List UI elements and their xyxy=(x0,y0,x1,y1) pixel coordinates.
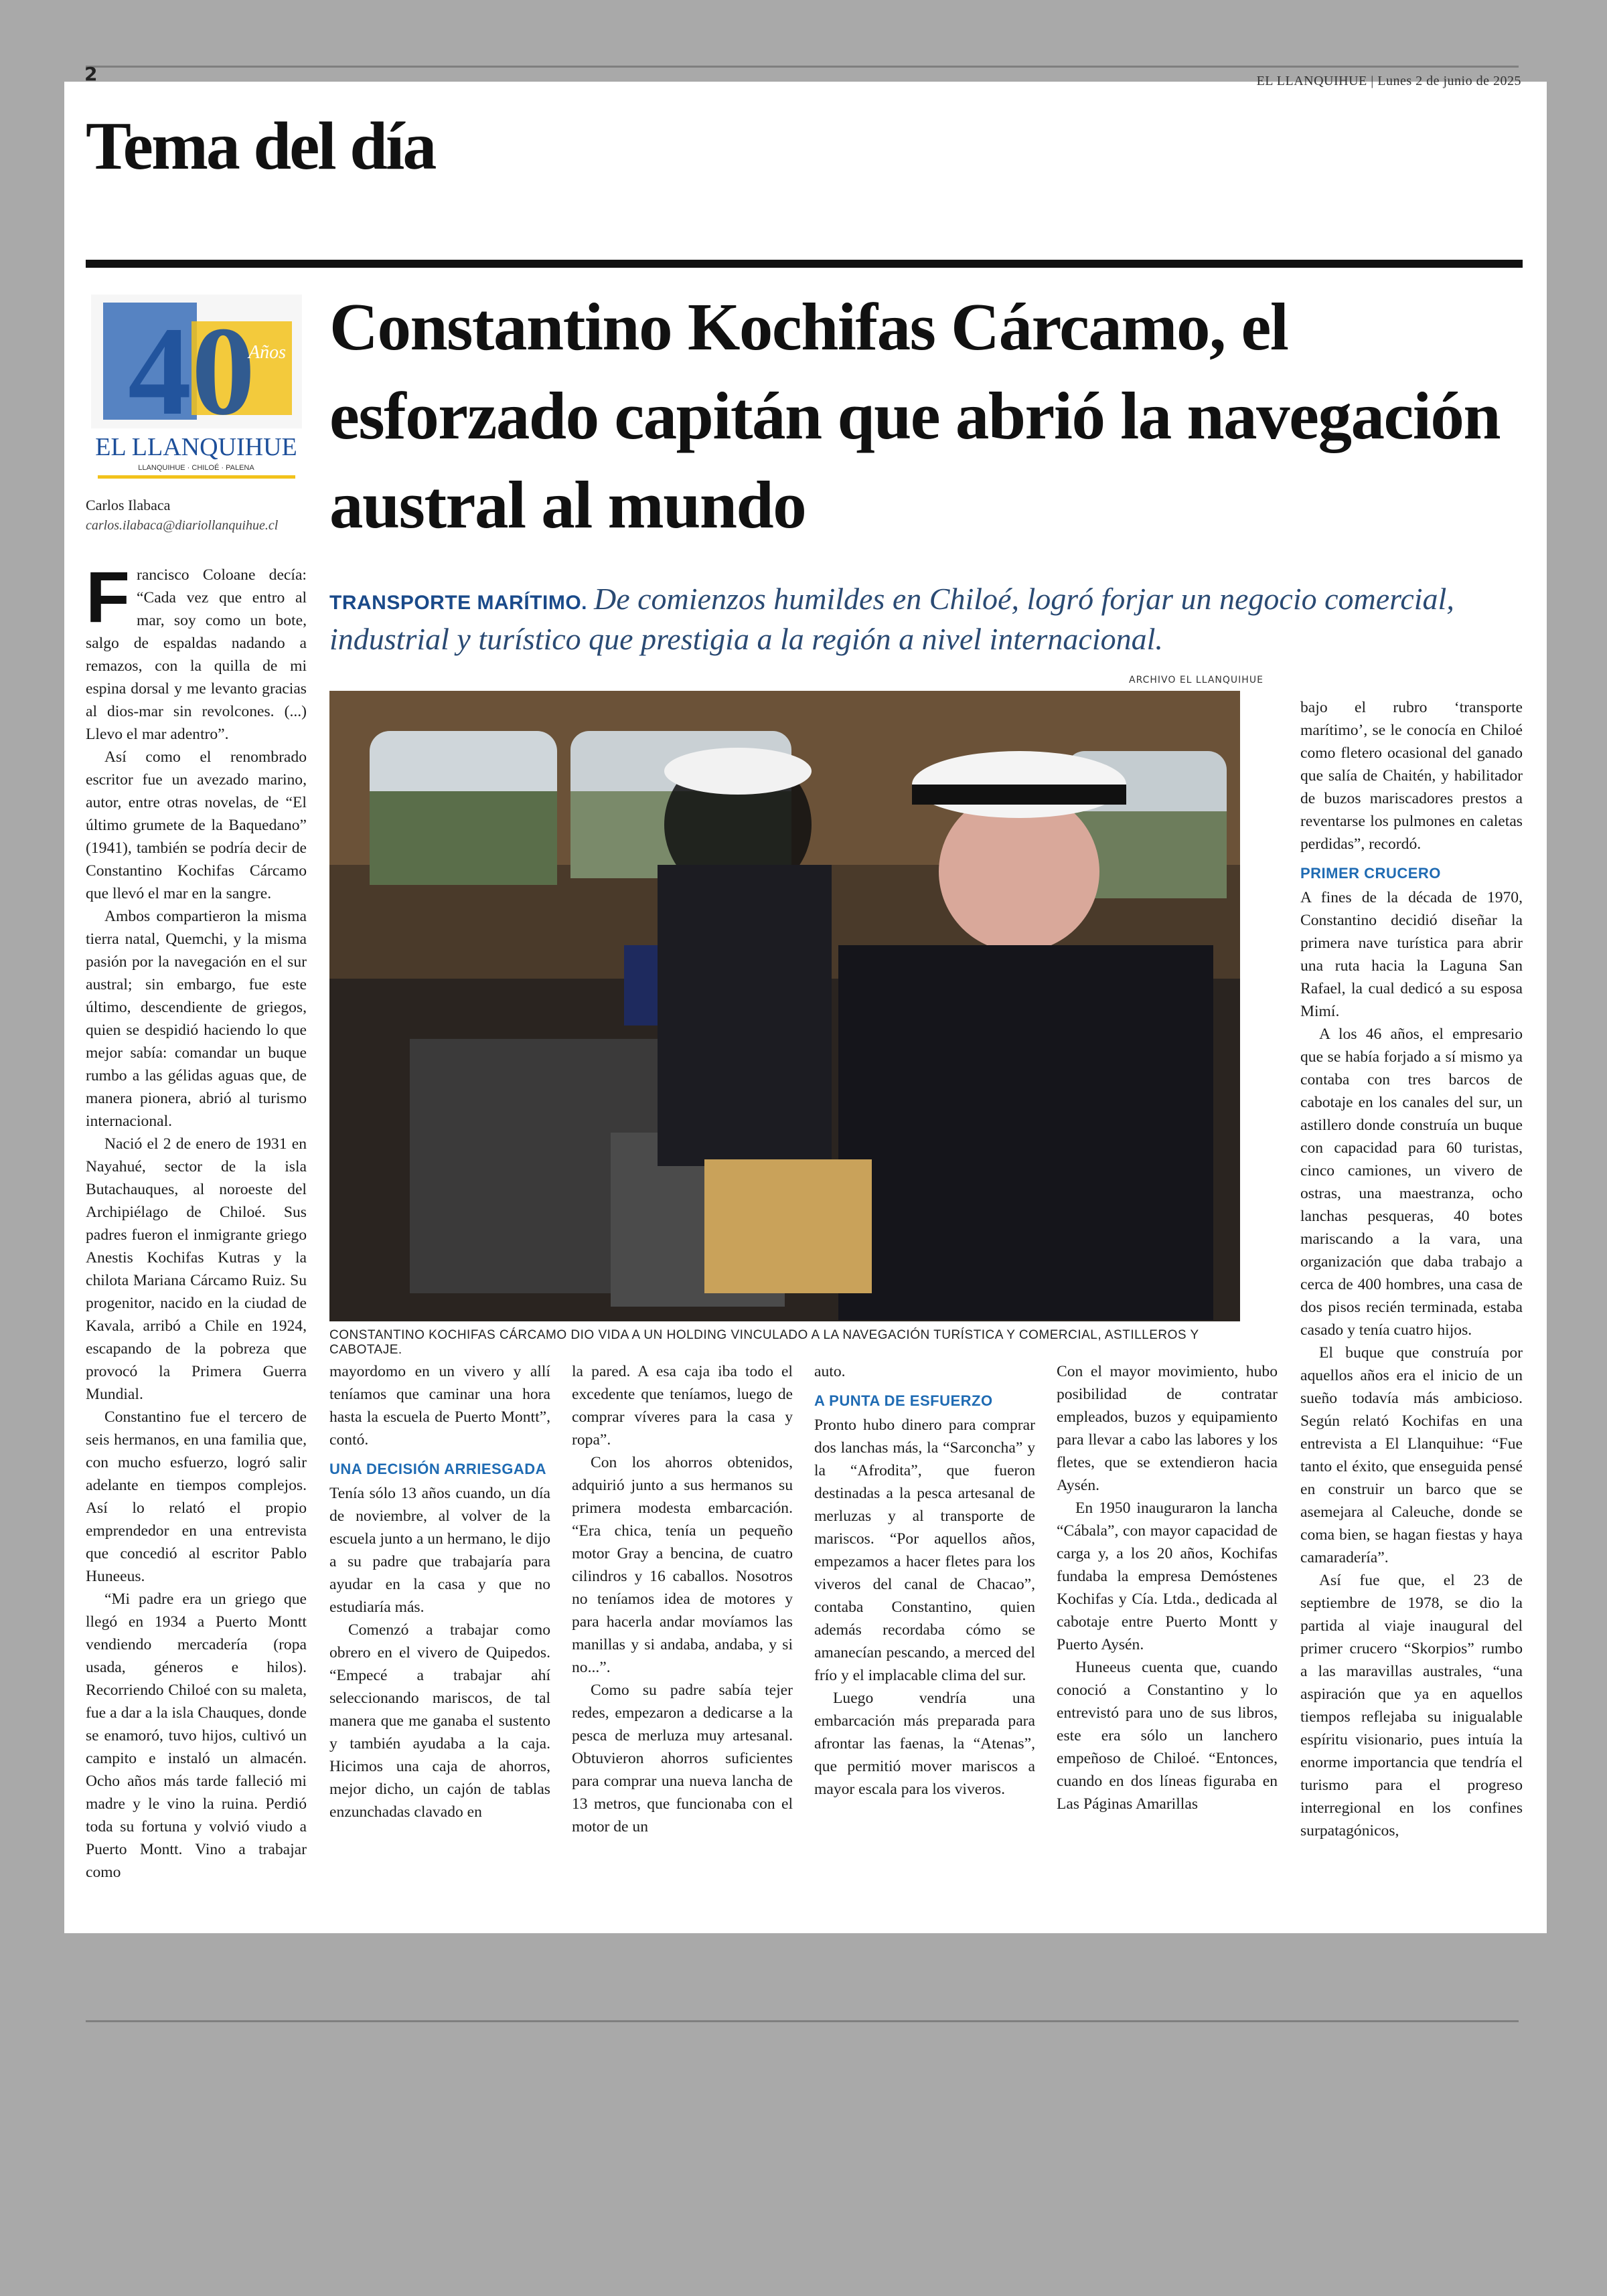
anniversary-logo xyxy=(91,295,302,481)
photo-credit: ARCHIVO EL LLANQUIHUE xyxy=(1129,675,1264,685)
paragraph: El buque que construía por aquellos años era el inicio de un sueño todavía más ambicioso. Según relató Kochifas en una entrevista a El Llanquihue: “Fue tanto el éxito, que enseguida pensé en construir un barco que se asemejara al Caleuche, donde se coma bien, se hagan fiestas y haya camaradería”. xyxy=(1300,1344,1523,1566)
article-column-1 xyxy=(86,556,307,1884)
article-column-6 xyxy=(1300,696,1523,1842)
article-column-5 xyxy=(1057,1360,1278,1815)
article-headline: Constantino Kochifas Cárcamo, el esforzado capitán que abrió la navegación austral al mundo xyxy=(329,289,1501,542)
bridge-photo-illustration xyxy=(329,691,1240,1321)
paragraph: Luego vendría una embarcación más preparada para afrontar las faenas, la “Atenas”, que permitió mover mariscos a mayor escala para los viveros. xyxy=(814,1690,1035,1798)
paragraph: Tenía sólo 13 años cuando, un día de noviembre, al volver de la escuela junto a un hermano, le dijo a su padre que trabajaría para ayudar en la casa y que no estudiaría más. xyxy=(329,1485,550,1616)
subheading-decision: UNA DECISIÓN ARRIESGADA xyxy=(329,1461,547,1477)
paragraph: Francisco Coloane decía: “Cada vez que entro al mar, soy como un bote, salgo de espaldas nadando a remazos, con la quilla de mi espina dorsal y me levanto gracias al dios-mar sin revolcones. (...) Llevo el mar adentro”. xyxy=(86,556,307,743)
byline-author: Carlos Ilabaca xyxy=(86,497,171,513)
photo-caption: CONSTANTINO KOCHIFAS CÁRCAMO DIO VIDA A UN HOLDING VINCULADO A LA NAVEGACIÓN TURÍSTICA Y COMERCIAL, ASTILLEROS Y CABOTAJE. xyxy=(329,1328,1199,1357)
subheading-first-cruise: PRIMER CRUCERO xyxy=(1300,865,1441,882)
running-head: EL LLANQUIHUE | Lunes 2 de junio de 2025 xyxy=(1256,74,1521,88)
newspaper-page xyxy=(64,63,1547,1933)
paragraph: Nació el 2 de enero de 1931 en Nayahué, sector de la isla Butachauques, al noroeste del Archipiélago de Chiloé. Sus padres fueron el inmigrante griego Anestis Kochifas Kutras y la chilota Mariana Cárcamo Ruiz. Su progenitor, nacido en la ciudad de Kavala, arribó a Chile en 1924, escapando de la pobreza que provocó la Primera Guerra Mundial. xyxy=(86,1135,307,1403)
logo-number: 40 xyxy=(128,301,255,442)
page-number: 2 xyxy=(84,63,98,85)
paragraph: A fines de la década de 1970, Constantino decidió diseñar la primera nave turística para abrir una ruta hacia la Laguna San Rafael, la cual dedicó a su esposa Mimí. xyxy=(1300,889,1523,1020)
paragraph: A los 46 años, el empresario que se había forjado a sí mismo ya contaba con tres barcos de cabotaje en los canales del sur, un astillero donde construía un buque con capacidad para 60 turistas, cinco camiones, un vivero de ostras, una maestranza, ocho lanchas pesqueras, 40 botes mariscando a la vara, una organización que daba trabajo a cerca de 400 hombres, una casa de dos pisos recién terminada, estaba casado y tenía cuatro hijos. xyxy=(1300,1026,1523,1339)
paragraph: Ambos compartieron la misma tierra natal, Quemchi, y la misma pasión por la navegación en el sur austral; sin embargo, fue este último, descendiente de griegos, quien se despidió haciendo lo que mejor sabía: comandar un buque rumbo a las gélidas aguas que, de manera pionera, abrió al turismo internacional. xyxy=(86,908,307,1130)
paragraph: Así fue que, el 23 de septiembre de 1978, se dio la partida al viaje inaugural del primer crucero “Skorpios” rumbo a las maravillas australes, “una aspiración que ya en aquellos tiempos reflejaba su inigualable espíritu visionario, pues intuía la enorme importancia que tendría el turismo para el progreso interregional en los confines surpatagónicos, xyxy=(1300,1572,1523,1839)
paragraph: “Mi padre era un griego que llegó en 1934 a Puerto Montt vendiendo mercadería (ropa usada, géneros e hilos). Recorriendo Chiloé con su maleta, fue a dar a la isla Chauques, donde se enamoró, tuvo hijos, cultivó un campito e instaló un almacén. Ocho años más tarde falleció mi madre y le vino la ruina. Perdió toda su fortuna y volvió viudo a Puerto Montt. Vino a trabajar como xyxy=(86,1590,307,1881)
article-subhead xyxy=(329,579,1548,659)
paragraph: bajo el rubro ‘transporte marítimo’, se le conocía en Chiloé como fletero ocasional del ganado que salía de Chaitén, y habilitador de buzos mariscadores prestos a reventarse los pulmones en caletas perdidas”, recordó. xyxy=(1300,699,1523,853)
logo-regions: LLANQUIHUE · CHILOÉ · PALENA xyxy=(138,464,254,472)
logo-years: Años xyxy=(248,342,286,363)
article-column-3 xyxy=(572,1360,793,1838)
article-photo xyxy=(329,691,1240,1321)
paragraph: Como su padre sabía tejer redes, empezaron a dedicarse a la pesca de merluza muy artesanal. Obtuvieron ahorros suficientes para comprar una nueva lancha de 13 metros, que funcionaba con el motor de un xyxy=(572,1682,793,1835)
paragraph: Comenzó a trabajar como obrero en el vivero de Quipedos. “Empecé a trabajar ahí seleccionando mariscos, de tal manera que me ganaba el sustento y también ayudaba a la caja. Hicimos una caja de ahorros, mejor dicho, un cajón de tablas enzunchadas clavado en xyxy=(329,1621,550,1821)
section-rule xyxy=(86,260,1523,268)
paragraph: Así como el renombrado escritor fue un avezado marino, autor, entre otras novelas, de “El último grumete de la Baquedano” (1941), también se podría decir de Constantino Kochifas Cárcamo que llevó el mar en la sangre. xyxy=(86,748,307,902)
paragraph: Con los ahorros obtenidos, adquirió junto a sus hermanos su primera modesta embarcación. “Era chica, tenía un pequeño motor Gray a bencina, de cuatro cilindros y 16 caballos. Nosotros no teníamos idea de motores y para hacerla andar movíamos las manillas y si andaba, andaba, y si no...”. xyxy=(572,1454,793,1676)
top-separator-line xyxy=(86,66,1519,68)
drop-cap: F xyxy=(86,556,130,637)
article-column-4 xyxy=(814,1360,1035,1801)
bottom-separator-line xyxy=(86,2020,1519,2022)
article-kicker: TRANSPORTE MARÍTIMO. xyxy=(329,592,587,614)
paragraph: Con el mayor movimiento, hubo posibilidad de contratar empleados, buzos y equipamiento para llevar a cabo las labores y los fletes, que se extendieron hacia Aysén. xyxy=(1057,1363,1278,1494)
paragraph: mayordomo en un vivero y allí teníamos que caminar una hora hasta la escuela de Puerto Montt”, contó. xyxy=(329,1363,550,1449)
article-column-2 xyxy=(329,1360,550,1823)
paragraph: auto. xyxy=(814,1363,846,1380)
paragraph: Huneeus cuenta que, cuando conoció a Constantino y lo entrevistó para uno de sus libros, este era sólo un lanchero empeñoso de Chiloé. “Entonces, cuando en dos líneas figuraba en Las Páginas Amarillas xyxy=(1057,1659,1278,1813)
paragraph: En 1950 inauguraron la lancha “Cábala”, con mayor capacidad de carga y, a los 20 años, Kochifas fundaba la empresa Demóstenes Kochifas y Cía. Ltda., dedicada al cabotaje entre Puerto Montt y Puerto Aysén. xyxy=(1057,1499,1278,1653)
logo-name: EL LLANQUIHUE xyxy=(95,433,297,461)
paragraph: Pronto hubo dinero para comprar dos lanchas más, la “Sarconcha” y la “Afrodita”, que fueron destinadas a la pesca artesanal de merluzas y al transporte de mariscos. “Por aquellos años, empezamos a hacer fletes para los viveros del canal de Chacao”, contaba Constantino, quien además recordaba cómo se amanecían pescando, a merced del frío y el implacable clima del sur. xyxy=(814,1416,1035,1684)
subhead-text: De comienzos humildes en Chiloé, logró forjar un negocio comercial, industrial y turístico que prestigia a la región a nivel internacional. xyxy=(329,582,1454,656)
subheading-effort: A PUNTA DE ESFUERZO xyxy=(814,1392,993,1409)
section-title: Tema del día xyxy=(86,108,435,184)
byline-email[interactable]: carlos.ilabaca@diariollanquihue.cl xyxy=(86,518,279,533)
paragraph: la pared. A esa caja iba todo el excedente que teníamos, luego de comprar víveres para la casa y ropa”. xyxy=(572,1363,793,1449)
anniversary-logo-graphic xyxy=(91,295,302,481)
paragraph: Constantino fue el tercero de seis hermanos, en una familia que, con mucho esfuerzo, logró salir adelante en tiempos complejos. Así lo relató el propio emprendedor en una entrevista que concedió al escritor Pablo Huneeus. xyxy=(86,1408,307,1585)
